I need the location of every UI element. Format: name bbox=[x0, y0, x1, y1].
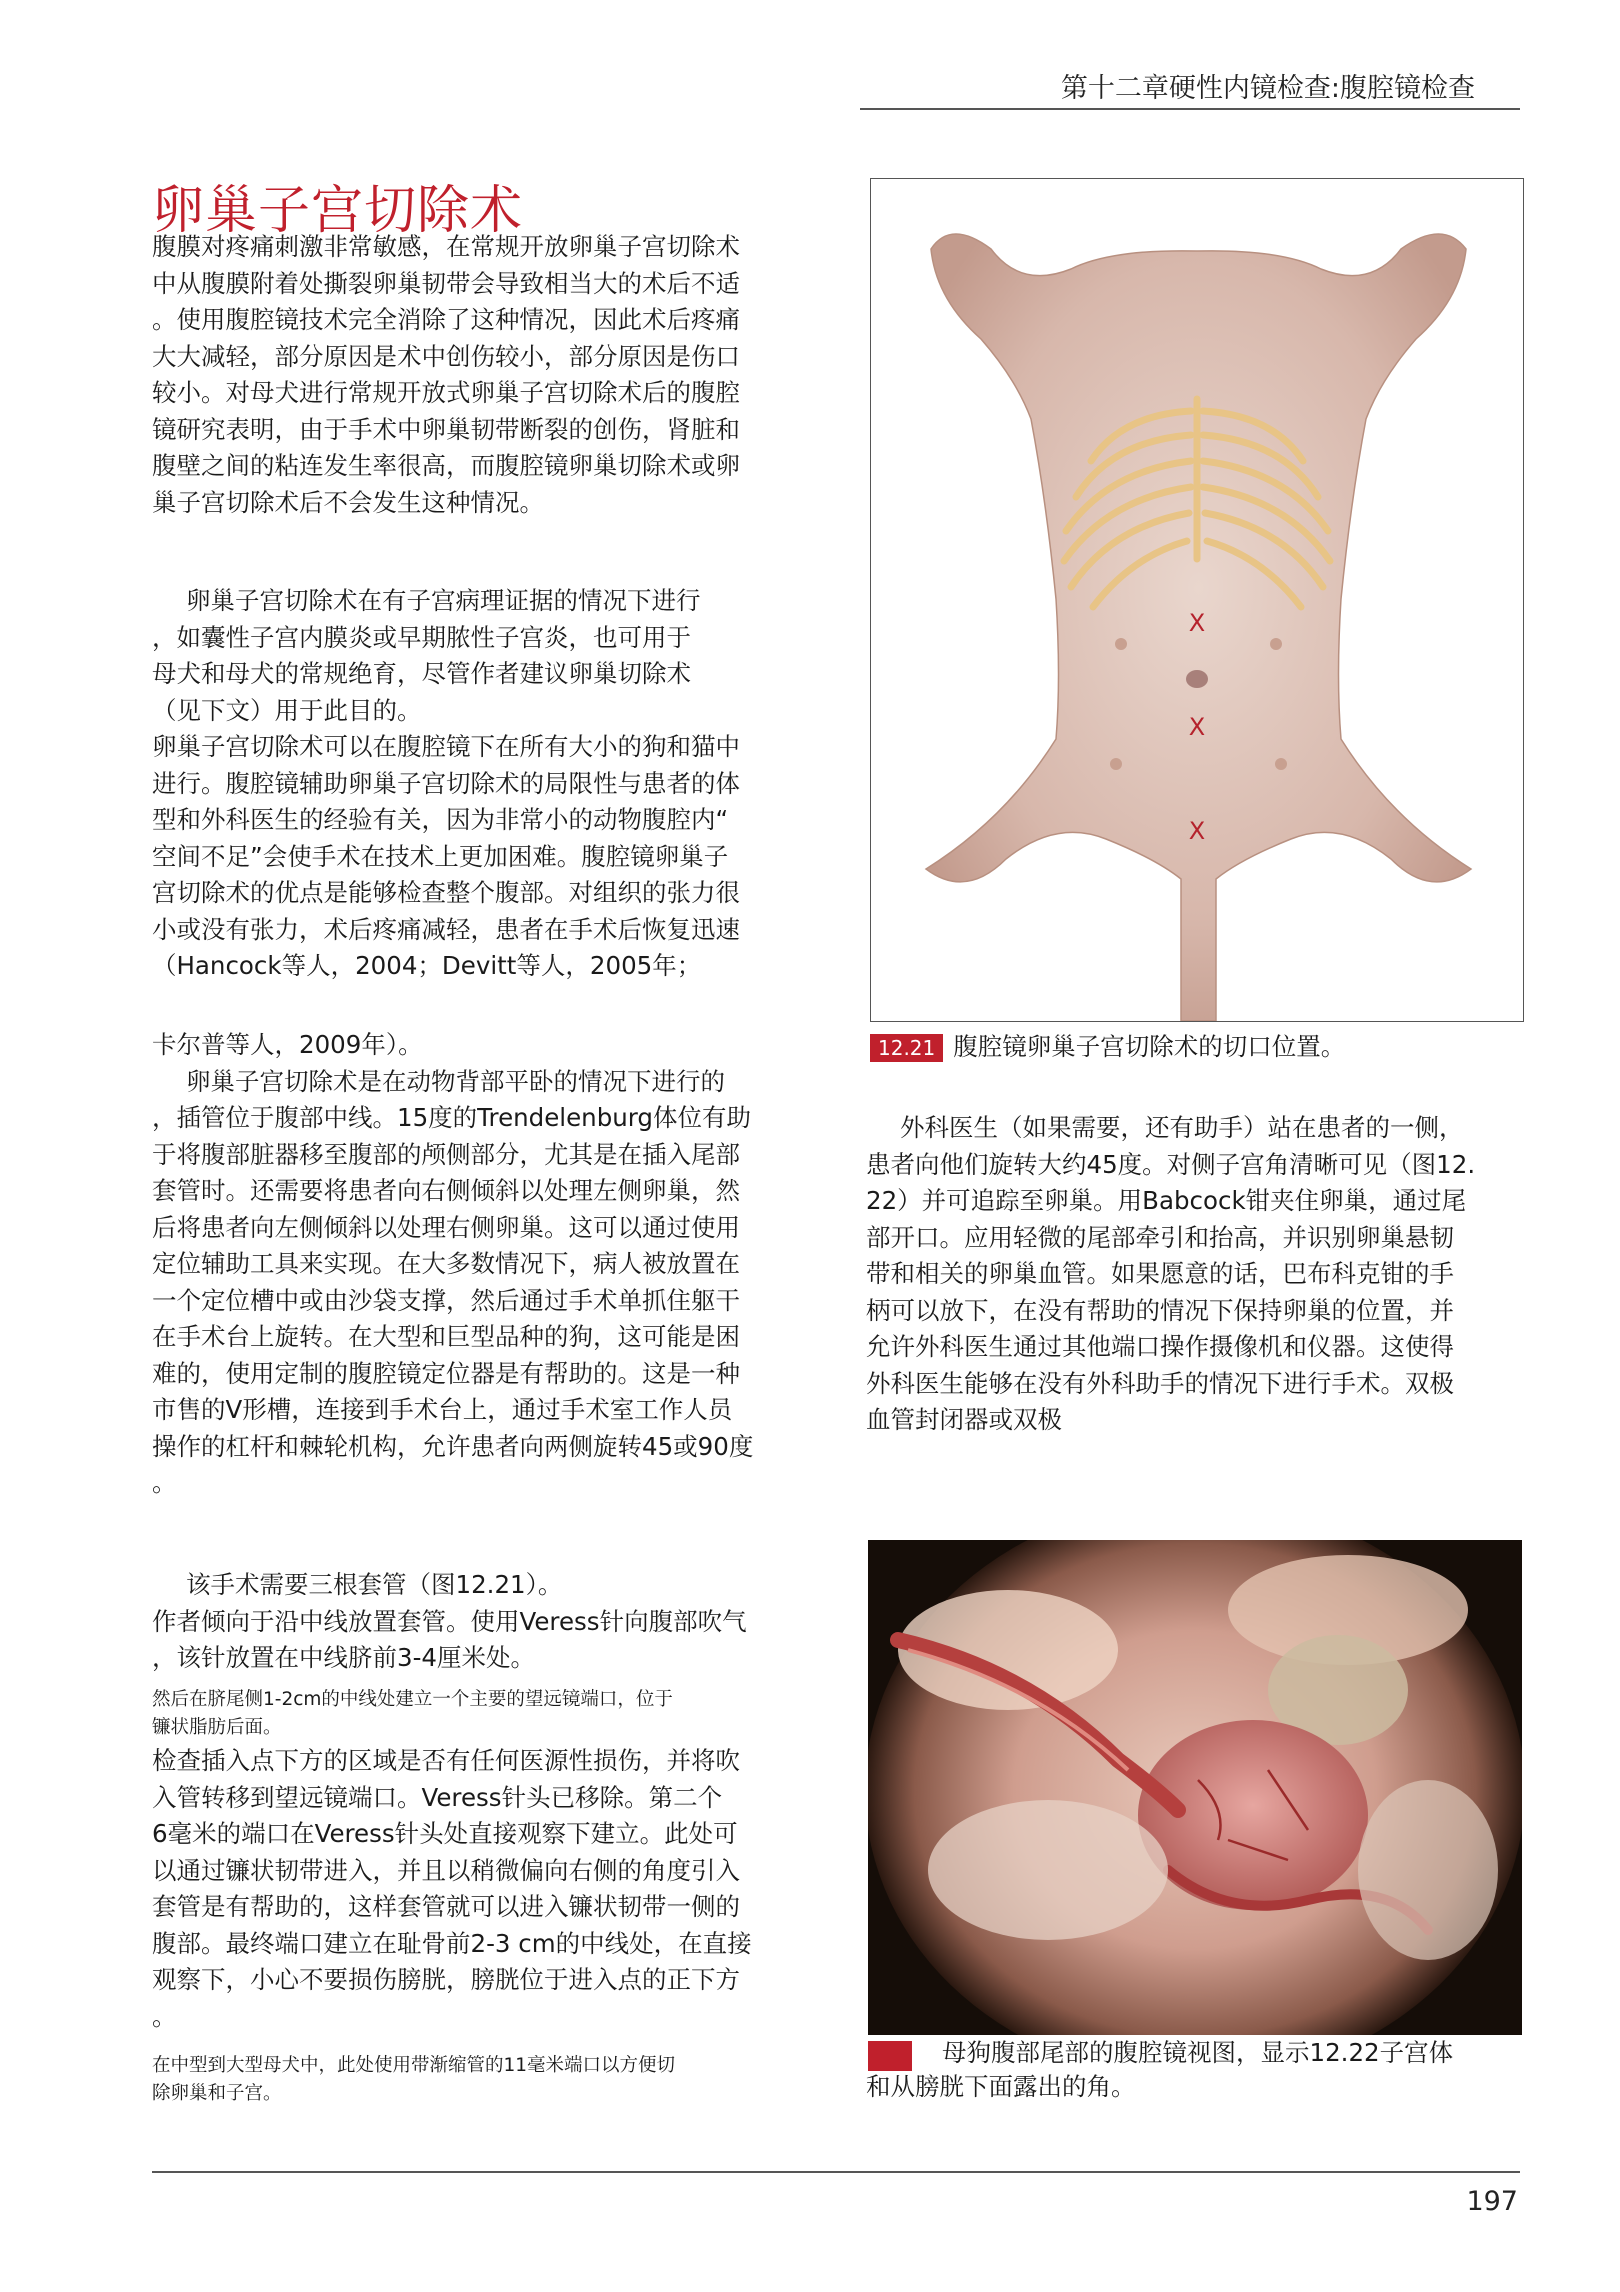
header-rule bbox=[860, 108, 1520, 110]
text-line: 大大减轻，部分原因是术中创伤较小，部分原因是伤口 bbox=[152, 341, 740, 371]
port-mark-x: X bbox=[1188, 609, 1206, 637]
text-line: 腹壁之间的粘连发生率很高，而腹腔镜卵巢切除术或卵 bbox=[152, 451, 740, 480]
text-line: ，如囊性子宫内膜炎或早期脓性子宫炎，也可用于 bbox=[152, 622, 691, 652]
text-line: ，该针放置在中线脐前3-4厘米处。 bbox=[152, 1643, 536, 1672]
paragraph-cannulas bbox=[152, 1567, 812, 1677]
text-line: 一个定位槽中或由沙袋支撑，然后通过手术单抓住躯干 bbox=[152, 1285, 740, 1315]
text-line: 在中型到大型母犬中，此处使用带渐缩管的11毫米端口以方便切 bbox=[152, 2055, 676, 2076]
nipple bbox=[1115, 638, 1127, 650]
text-line: 。 bbox=[152, 1468, 177, 1497]
text-line: 除卵巢和子宫。 bbox=[152, 2083, 282, 2104]
text-line: 市售的V形槽，连接到手术台上，通过手术室工作人员 bbox=[152, 1395, 733, 1424]
page-number: 197 bbox=[1466, 2186, 1518, 2217]
text-line: 后将患者向左侧倾斜以处理右侧卵巢。这可以通过使用 bbox=[152, 1212, 740, 1242]
text-line: 型和外科医生的经验有关，因为非常小的动物腹腔内“ bbox=[152, 805, 729, 834]
text-line: 镰状脂肪后面。 bbox=[152, 1717, 282, 1738]
text-line: （见下文）用于此目的。 bbox=[152, 695, 422, 725]
text-line: 6毫米的端口在Veress针头处直接观察下建立。此处可 bbox=[152, 1819, 738, 1848]
text-line: 入管转移到望远镜端口。Veress针头已移除。第二个 bbox=[152, 1782, 723, 1812]
text-line: 卡尔普等人，2009年）。 bbox=[152, 1030, 423, 1059]
text-line: 腹膜对疼痛刺激非常敏感，在常规开放卵巢子宫切除术 bbox=[152, 232, 740, 261]
text-line: 定位辅助工具来实现。在大多数情况下，病人被放置在 bbox=[152, 1249, 740, 1278]
dog-abdomen-illustration bbox=[871, 179, 1523, 1021]
text-line: 巢子宫切除术后不会发生这种情况。 bbox=[152, 487, 544, 517]
paragraph-ports bbox=[152, 1743, 812, 2035]
caption-text: 腹腔镜卵巢子宫切除术的切口位置。 bbox=[953, 1032, 1346, 1061]
text-line: 较小。对母犬进行常规开放式卵巢子宫切除术后的腹腔 bbox=[152, 378, 740, 407]
endoscopic-view bbox=[868, 1540, 1522, 2035]
text-line: 套管时。还需要将患者向右侧倾斜以处理左侧卵巢，然 bbox=[152, 1176, 740, 1205]
text-line: 允许外科医生通过其他端口操作摄像机和仪器。这使得 bbox=[866, 1332, 1454, 1361]
nipple bbox=[1110, 758, 1122, 770]
paragraph-intro bbox=[152, 229, 812, 521]
text-line: 母犬和母犬的常规绝育，尽管作者建议卵巢切除术 bbox=[152, 659, 691, 688]
figure-label: 12.21 bbox=[870, 1034, 943, 1062]
fat-tissue bbox=[1358, 1780, 1498, 1960]
text-line: 宫切除术的优点是能够检查整个腹部。对组织的张力很 bbox=[152, 878, 740, 907]
umbilicus bbox=[1186, 670, 1208, 688]
figure-caption-12-22 bbox=[866, 2036, 1536, 2104]
text-line: （Hancock等人，2004；Devitt等人，2005年； bbox=[152, 951, 702, 980]
nipple bbox=[1270, 638, 1282, 650]
text-line: 患者向他们旋转大约45度。对侧子宫角清晰可见（图12. bbox=[866, 1149, 1476, 1179]
text-line: 血管封闭器或双极 bbox=[866, 1405, 1062, 1434]
text-line: 进行。腹腔镜辅助卵巢子宫切除术的局限性与患者的体 bbox=[152, 768, 740, 798]
paragraph-note-2 bbox=[152, 2052, 812, 2108]
figure-caption-12-21 bbox=[870, 1030, 1530, 1065]
footer-rule bbox=[152, 2171, 1520, 2173]
fat-tissue bbox=[928, 1800, 1168, 1940]
text-line: 22）并可追踪至卵巢。用Babcock钳夹住卵巢，通过尾 bbox=[866, 1186, 1467, 1215]
paragraph-indications bbox=[152, 583, 812, 729]
text-line: 外科医生能够在没有外科助手的情况下进行手术。双极 bbox=[866, 1368, 1454, 1398]
text-line: 腹部。最终端口建立在耻骨前2-3 cm的中线处，在直接 bbox=[152, 1928, 752, 1958]
text-line: 检查插入点下方的区域是否有任何医源性损伤，并将吹 bbox=[152, 1746, 740, 1775]
text-line: 镜研究表明，由于手术中卵巢韧带断裂的创伤，肾脏和 bbox=[152, 414, 740, 444]
text-line: 难的，使用定制的腹腔镜定位器是有帮助的。这是一种 bbox=[152, 1358, 740, 1388]
text-line: 柄可以放下，在没有帮助的情况下保持卵巢的位置，并 bbox=[866, 1295, 1454, 1325]
text-line: 卵巢子宫切除术是在动物背部平卧的情况下进行的 bbox=[186, 1066, 725, 1096]
text-line: 然后在脐尾侧1-2cm的中线处建立一个主要的望远镜端口，位于 bbox=[152, 1689, 673, 1710]
paragraph-positioning bbox=[152, 1027, 812, 1502]
text-line: 卵巢子宫切除术可以在腹腔镜下在所有大小的狗和猫中 bbox=[152, 732, 740, 761]
text-line: 带和相关的卵巢血管。如果愿意的话，巴布科克钳的手 bbox=[866, 1259, 1454, 1288]
text-line: 。使用腹腔镜技术完全消除了这种情况，因此术后疼痛 bbox=[152, 305, 740, 334]
figure-illustration bbox=[870, 178, 1524, 1022]
running-header: 第十二章硬性内镜检查:腹腔镜检查 bbox=[1060, 73, 1475, 104]
caption-line: 和从膀胱下面露出的角。 bbox=[866, 2072, 1136, 2101]
text-line: 套管是有帮助的，这样套管就可以进入镰状韧带一侧的 bbox=[152, 1892, 740, 1921]
text-line: 观察下，小心不要损伤膀胱，膀胱位于进入点的正下方 bbox=[152, 1965, 740, 1994]
caption-line: 母狗腹部尾部的腹腔镜视图，显示12.22子宫体 bbox=[942, 2038, 1454, 2067]
text-line: 中从腹膜附着处撕裂卵巢韧带会导致相当大的术后不适 bbox=[152, 268, 740, 298]
paragraph-sizes bbox=[152, 729, 812, 985]
section-title: 卵巢子宫切除术 bbox=[152, 181, 524, 241]
text-line: 在手术台上旋转。在大型和巨型品种的狗，这可能是困 bbox=[152, 1322, 740, 1351]
port-mark-x: X bbox=[1188, 817, 1206, 845]
text-line: 该手术需要三根套管（图12.21）。 bbox=[186, 1570, 563, 1599]
text-line: 部开口。应用轻微的尾部牵引和抬高，并识别卵巢悬韧 bbox=[866, 1222, 1454, 1252]
text-line: 。 bbox=[152, 2001, 177, 2031]
text-line: 外科医生（如果需要，还有助手）站在患者的一侧， bbox=[900, 1113, 1464, 1142]
paragraph-surgeon bbox=[866, 1110, 1536, 1439]
text-line: 小或没有张力，术后疼痛减轻，患者在手术后恢复迅速 bbox=[152, 914, 740, 944]
text-line: 以通过镰状韧带进入，并且以稍微偏向右侧的角度引入 bbox=[152, 1855, 740, 1885]
text-line: 卵巢子宫切除术在有子宫病理证据的情况下进行 bbox=[186, 586, 701, 615]
text-line: 作者倾向于沿中线放置套管。使用Veress针向腹部吹气 bbox=[152, 1606, 747, 1636]
text-line: ，插管位于腹部中线。15度的Trendelenburg体位有助 bbox=[152, 1103, 751, 1132]
text-line: 操作的杠杆和棘轮机构，允许患者向两侧旋转45或90度 bbox=[152, 1431, 754, 1461]
laparoscopic-photo bbox=[868, 1540, 1522, 2035]
text-line: 于将腹部脏器移至腹部的颅侧部分，尤其是在插入尾部 bbox=[152, 1139, 740, 1169]
port-mark-x: X bbox=[1188, 713, 1206, 741]
text-line: 空间不足”会使手术在技术上更加困难。腹腔镜卵巢子 bbox=[152, 841, 729, 871]
paragraph-note-1 bbox=[152, 1686, 812, 1742]
nipple bbox=[1275, 758, 1287, 770]
